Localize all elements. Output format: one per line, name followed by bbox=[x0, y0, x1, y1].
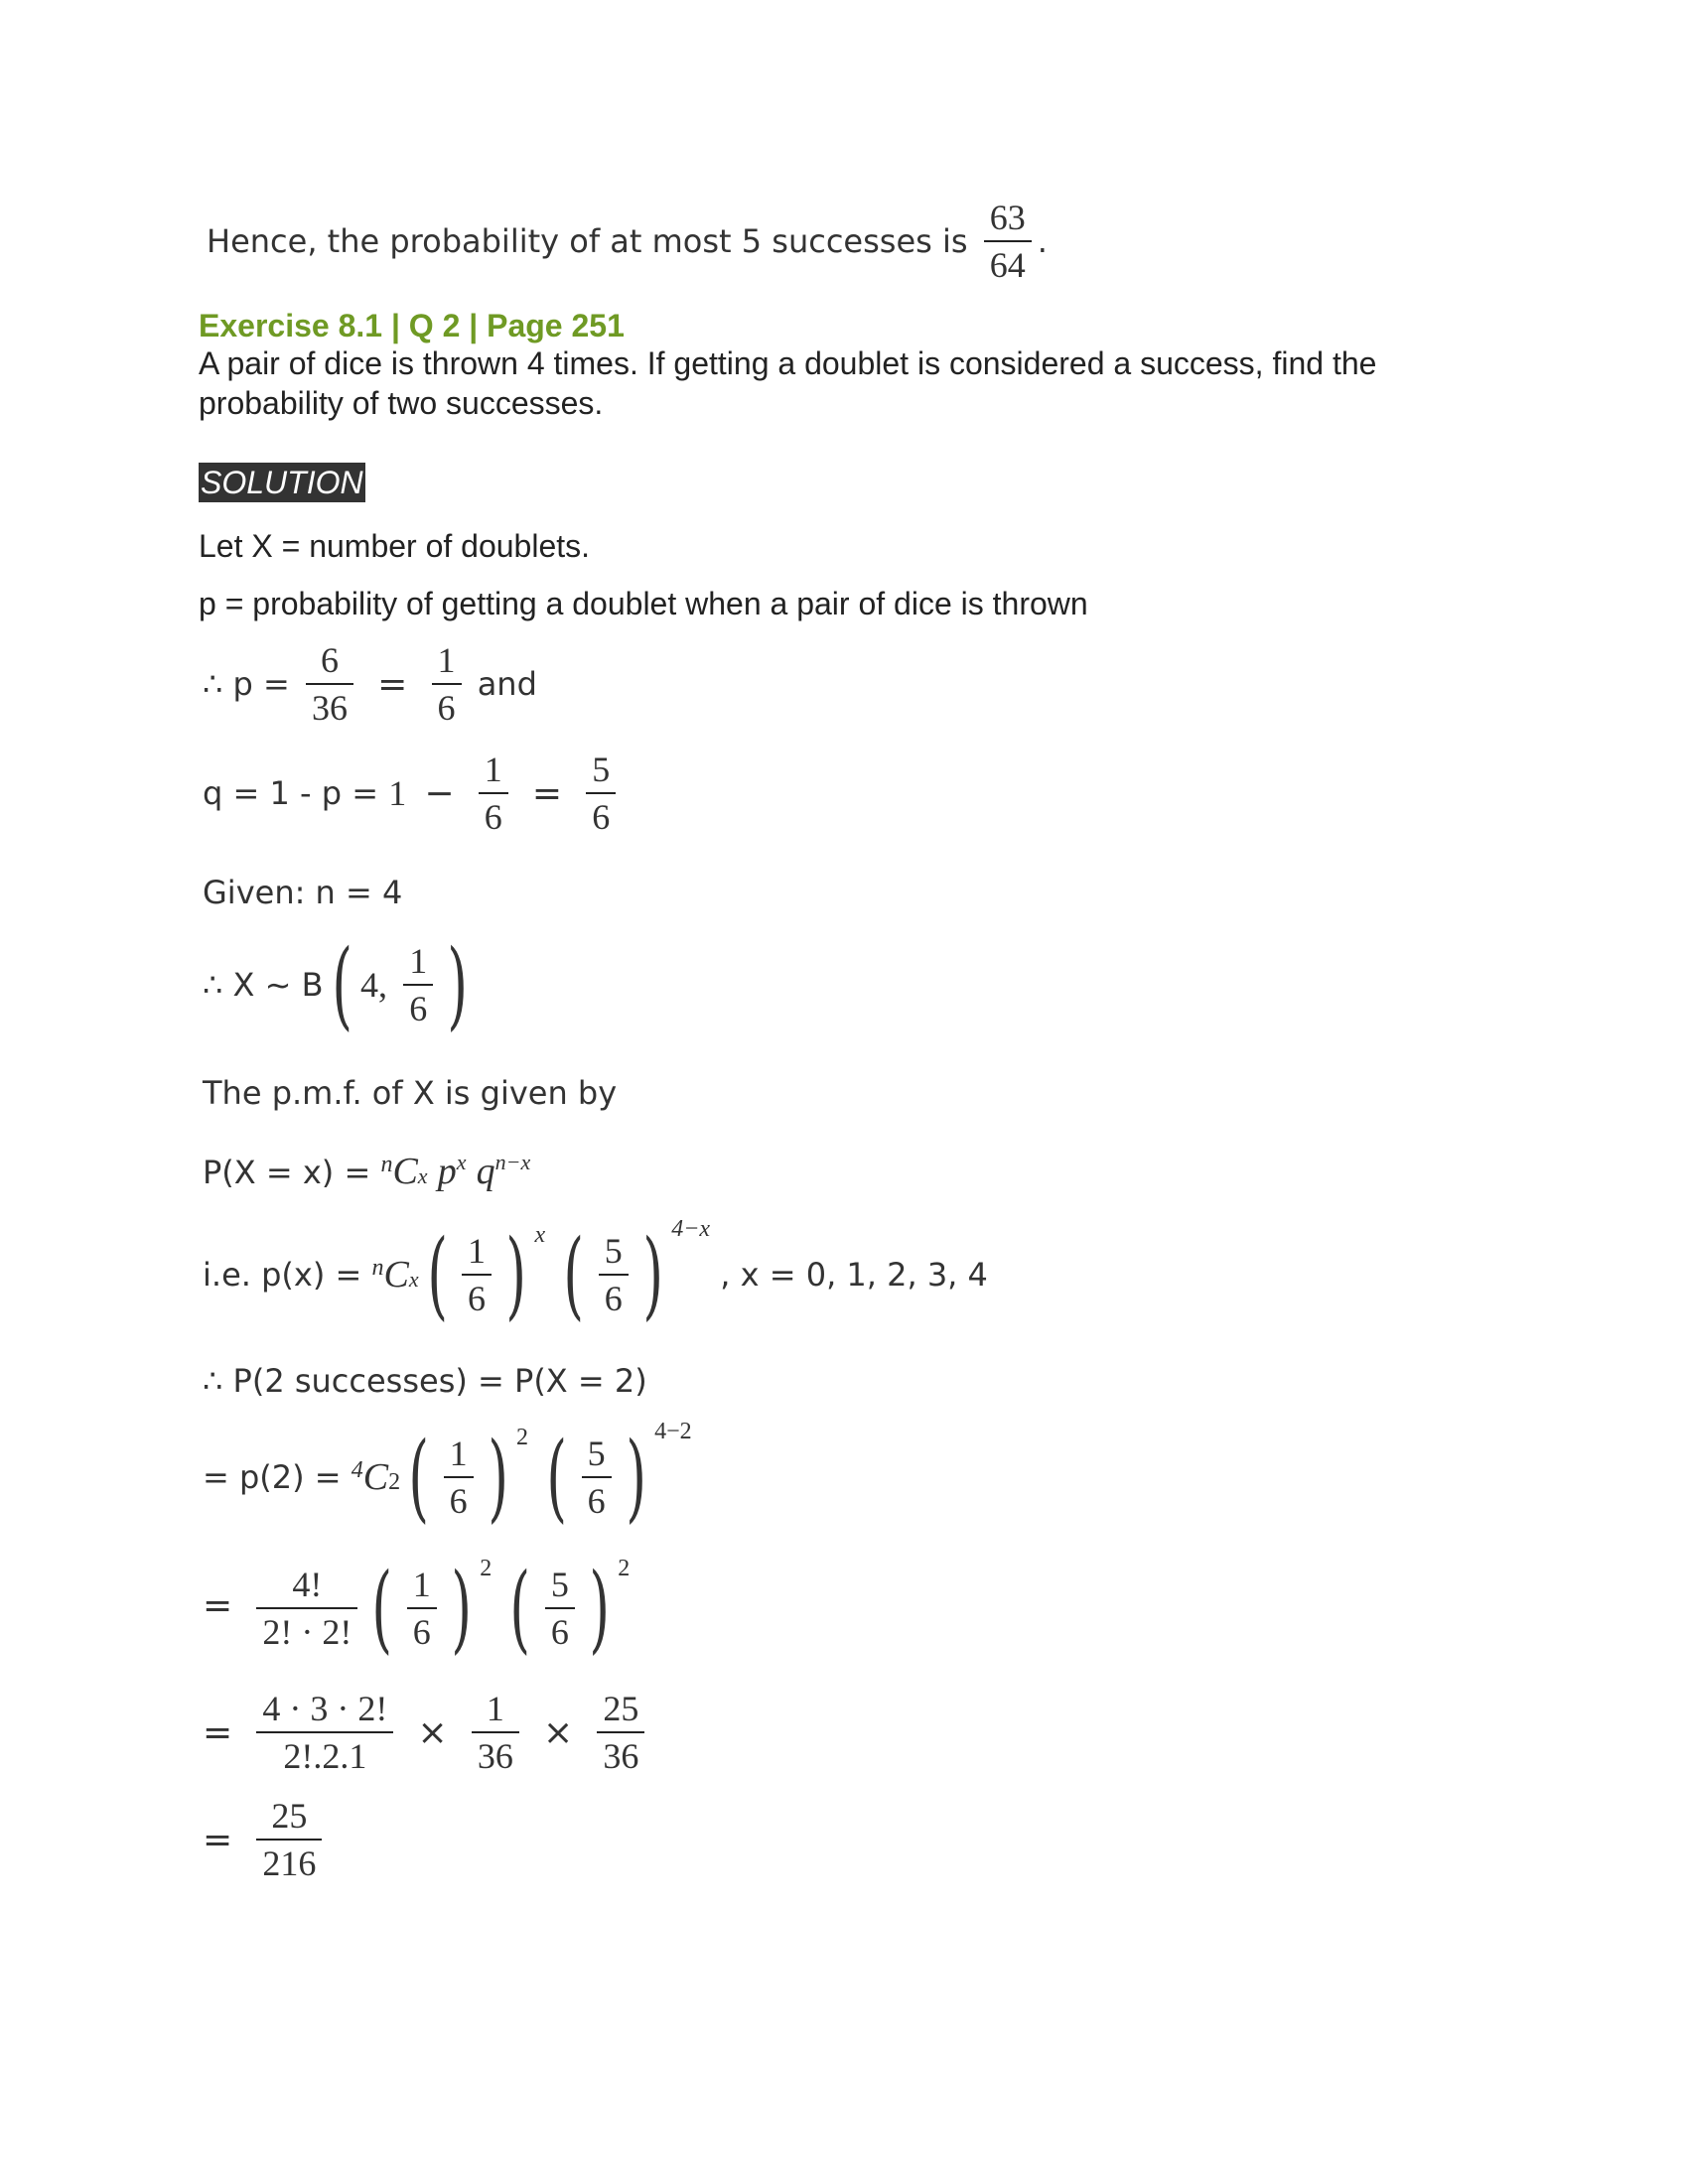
q-prefix: q = 1 - p = bbox=[203, 774, 379, 812]
fraction-denominator: 6 bbox=[437, 688, 456, 728]
fraction-denominator: 6 bbox=[449, 1481, 468, 1521]
distribution-line bbox=[203, 929, 477, 1040]
p-prefix: ∴ p = bbox=[203, 665, 290, 703]
fraction-denominator: 36 bbox=[477, 1736, 513, 1776]
left-paren: ( bbox=[408, 1422, 430, 1533]
step1-fraction-1 bbox=[444, 1431, 474, 1524]
dist-n: 4, bbox=[360, 965, 388, 1005]
pmf-prefix: P(X = x) = bbox=[203, 1154, 371, 1191]
step3-fraction-1 bbox=[472, 1686, 519, 1779]
p-fraction-2 bbox=[432, 637, 462, 731]
dist-prefix: ∴ X ~ B bbox=[203, 966, 324, 1004]
combination-x: x bbox=[408, 1267, 419, 1292]
left-paren: ( bbox=[371, 1553, 393, 1664]
pmf-q: q bbox=[476, 1151, 495, 1192]
right-paren: ) bbox=[626, 1422, 646, 1533]
question-line-2: probability of two successes. bbox=[199, 385, 604, 421]
p-fraction-1 bbox=[306, 637, 353, 731]
left-paren: ( bbox=[546, 1422, 568, 1533]
right-paren: ) bbox=[642, 1219, 663, 1330]
q-one: 1 bbox=[388, 773, 407, 813]
fraction-denominator: 216 bbox=[262, 1843, 317, 1883]
fraction-numerator: 25 bbox=[271, 1796, 308, 1836]
equals-sign: = bbox=[203, 1585, 233, 1626]
given-line: Given: n = 4 bbox=[203, 874, 403, 911]
right-paren: ) bbox=[447, 929, 469, 1040]
exercise-heading: Exercise 8.1 | Q 2 | Page 251 bbox=[199, 308, 625, 343]
combination-r: 2 bbox=[388, 1469, 401, 1495]
solution-badge: SOLUTION bbox=[201, 465, 363, 500]
fraction-numerator: 5 bbox=[592, 750, 611, 789]
exponent: x bbox=[534, 1222, 546, 1248]
combination-n: n bbox=[371, 1255, 384, 1281]
fraction-numerator: 1 bbox=[412, 1565, 431, 1604]
combination-n: 4 bbox=[351, 1457, 363, 1483]
left-paren: ( bbox=[331, 929, 352, 1040]
exponent: 4−x bbox=[671, 1216, 711, 1242]
exponent: 2 bbox=[516, 1425, 529, 1450]
q-value-line bbox=[203, 747, 622, 840]
fraction-numerator: 1 bbox=[486, 1689, 504, 1728]
times-sign: × bbox=[417, 1711, 448, 1753]
ie-prefix: i.e. p(x) = bbox=[203, 1256, 362, 1294]
combination-n: n bbox=[380, 1152, 393, 1177]
fraction-numerator: 1 bbox=[409, 941, 428, 981]
pmf-p: p bbox=[437, 1151, 457, 1192]
step2-fraction-1 bbox=[407, 1562, 437, 1655]
right-paren: ) bbox=[488, 1422, 508, 1533]
combination-c: C bbox=[362, 1456, 389, 1498]
fraction-numerator: 1 bbox=[484, 750, 502, 789]
ie-fraction-2 bbox=[599, 1228, 629, 1321]
fraction-numerator: 5 bbox=[587, 1433, 606, 1473]
step1-fraction-2 bbox=[582, 1431, 612, 1524]
intro-fraction bbox=[984, 195, 1032, 288]
fraction-numerator: 5 bbox=[604, 1231, 623, 1271]
fraction-denominator: 2! · 2! bbox=[262, 1612, 352, 1652]
equals-sign: = bbox=[203, 1711, 233, 1753]
final-answer-fraction bbox=[256, 1793, 322, 1886]
step-3 bbox=[203, 1686, 650, 1779]
left-paren: ( bbox=[563, 1219, 585, 1330]
step2-factorial-fraction bbox=[256, 1562, 357, 1655]
fraction-numerator: 1 bbox=[437, 640, 456, 680]
step3-fraction-main bbox=[256, 1686, 393, 1779]
equals-sign: = bbox=[531, 772, 563, 814]
ie-pmf-line bbox=[203, 1216, 988, 1330]
fraction-numerator: 25 bbox=[603, 1689, 639, 1728]
fraction-denominator: 6 bbox=[412, 1612, 431, 1652]
intro-line bbox=[207, 195, 1048, 288]
step-2 bbox=[203, 1553, 631, 1664]
fraction-numerator: 4! bbox=[292, 1565, 323, 1604]
step2-fraction-2 bbox=[545, 1562, 575, 1655]
right-paren: ) bbox=[589, 1553, 610, 1664]
ie-suffix: , x = 0, 1, 2, 3, 4 bbox=[720, 1256, 988, 1294]
equals-sign: = bbox=[377, 663, 408, 705]
question-line-1: A pair of dice is thrown 4 times. If getting a doublet is considered a success, find the bbox=[199, 345, 1377, 381]
fraction-denominator: 64 bbox=[989, 245, 1026, 285]
fraction-numerator: 63 bbox=[989, 198, 1026, 237]
fraction-denominator: 2!.2.1 bbox=[283, 1736, 367, 1776]
fraction-denominator: 6 bbox=[550, 1612, 569, 1652]
equals-sign: = bbox=[203, 1819, 233, 1860]
fraction-denominator: 36 bbox=[312, 688, 348, 728]
p2-line: ∴ P(2 successes) = P(X = 2) bbox=[203, 1362, 647, 1400]
times-sign: × bbox=[543, 1711, 574, 1753]
combination-c: C bbox=[383, 1254, 409, 1296]
exponent: 2 bbox=[480, 1556, 492, 1581]
step1-prefix: = p(2) = bbox=[203, 1458, 342, 1496]
pmf-formula-line bbox=[203, 1150, 530, 1193]
p-value-line bbox=[203, 637, 537, 731]
pmf-intro: The p.m.f. of X is given by bbox=[203, 1074, 618, 1112]
combination-c: C bbox=[392, 1151, 418, 1192]
p-definition-line: p = probability of getting a doublet when a pair of dice is thrown bbox=[199, 586, 1088, 621]
fraction-denominator: 6 bbox=[592, 797, 611, 837]
combination-x: x bbox=[417, 1163, 428, 1188]
fraction-denominator: 6 bbox=[587, 1481, 606, 1521]
step3-fraction-2 bbox=[597, 1686, 644, 1779]
step-4 bbox=[203, 1793, 328, 1886]
right-paren: ) bbox=[451, 1553, 472, 1664]
q-fraction-1 bbox=[479, 747, 508, 840]
ie-fraction-1 bbox=[462, 1228, 492, 1321]
fraction-numerator: 1 bbox=[468, 1231, 487, 1271]
left-paren: ( bbox=[427, 1219, 448, 1330]
fraction-numerator: 4 · 3 · 2! bbox=[262, 1689, 388, 1728]
minus-sign: − bbox=[424, 772, 455, 814]
p-suffix: and bbox=[477, 665, 537, 703]
fraction-numerator: 1 bbox=[449, 1433, 468, 1473]
exponent: 4−2 bbox=[654, 1419, 692, 1444]
q-fraction-2 bbox=[586, 747, 616, 840]
fraction-denominator: 6 bbox=[468, 1279, 487, 1318]
pmf-q-exponent: n−x bbox=[494, 1150, 531, 1174]
left-paren: ( bbox=[509, 1553, 531, 1664]
fraction-numerator: 5 bbox=[550, 1565, 569, 1604]
fraction-denominator: 36 bbox=[603, 1736, 639, 1776]
step-1 bbox=[203, 1419, 692, 1533]
intro-period: . bbox=[1037, 222, 1048, 260]
fraction-numerator: 6 bbox=[321, 640, 339, 680]
fraction-denominator: 6 bbox=[409, 989, 428, 1028]
dist-fraction bbox=[403, 938, 433, 1031]
fraction-denominator: 6 bbox=[604, 1279, 623, 1318]
right-paren: ) bbox=[505, 1219, 527, 1330]
let-x-line: Let X = number of doublets. bbox=[199, 528, 591, 564]
intro-text: Hence, the probability of at most 5 successes is bbox=[207, 222, 968, 260]
exponent: 2 bbox=[618, 1556, 631, 1581]
fraction-denominator: 6 bbox=[484, 797, 502, 837]
pmf-p-exponent: x bbox=[456, 1150, 467, 1174]
